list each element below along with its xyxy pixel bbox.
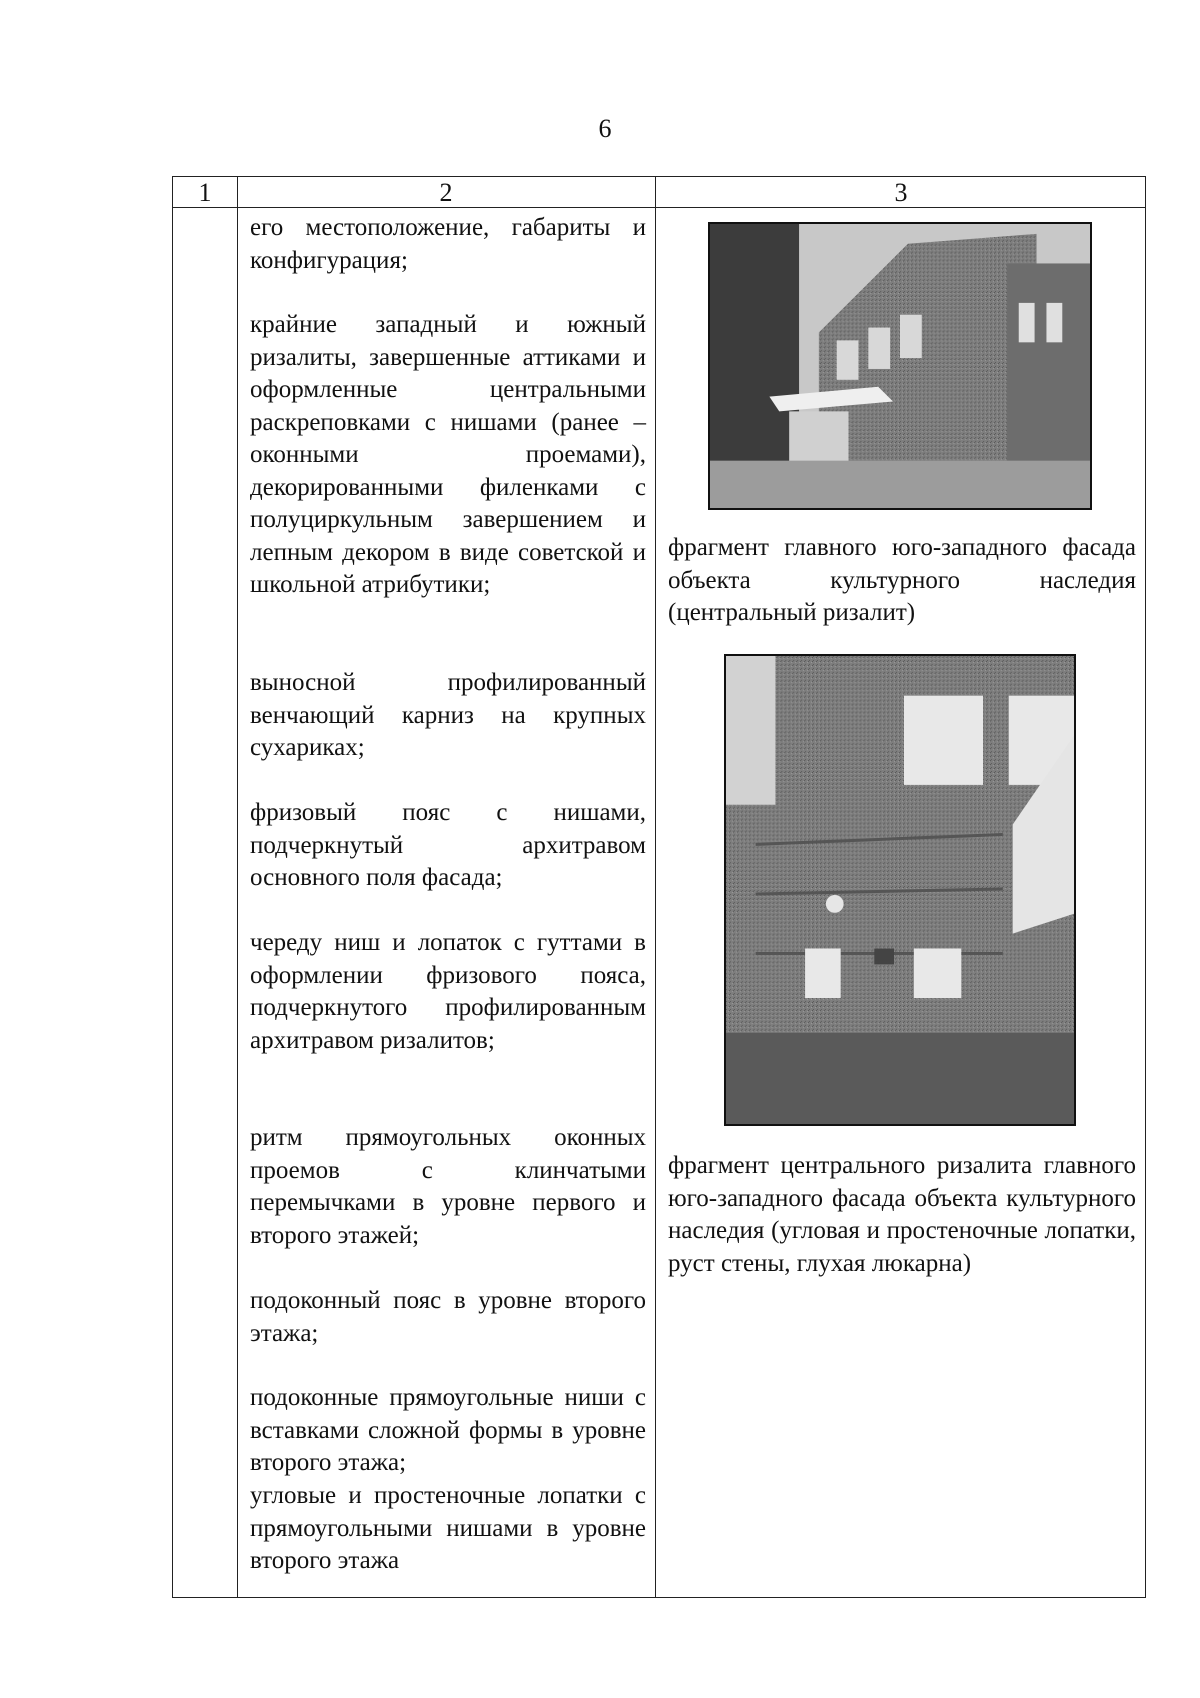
feature-list [250,212,646,277]
feature-item: фризовый пояс с нишами, подчеркнутый архитравом основного поля фасада; [250,799,646,891]
column-divider [655,177,656,1597]
feature-item: череду ниш и лопаток с гуттами в оформлении фризового пояса, подчеркнутого профилированным архитравом ризалитов; [250,929,646,1054]
feature-list [250,667,646,765]
risalit-photo [724,654,1076,1126]
feature-item: подоконный пояс в уровне второго этажа; [250,1287,646,1347]
feature-item: подоконные прямоугольные ниши с вставками сложной формы в уровне второго этажа; [250,1384,646,1476]
feature-list [250,1480,646,1578]
feature-item: угловые и простеночные лопатки с прямоугольными нишами в уровне второго этажа [250,1482,646,1574]
column-divider [237,177,238,1597]
column-header-2: 2 [439,178,453,207]
facade-photo [708,222,1092,510]
feature-item: его местоположение, габариты и конфигурация; [250,214,646,274]
feature-list [250,309,646,602]
photo-caption: фрагмент центрального ризалита главного юго-западного фасада объекта культурного наследия (угловая и простеночные лопатки, руст стены, глухая люкарна) [668,1152,1136,1277]
header-divider [173,207,1145,208]
feature-list [250,1285,646,1350]
page-number: 6 [598,114,612,143]
feature-list [250,927,646,1057]
feature-item: крайние западный и южный ризалиты, завершенные аттиками и оформленные центральными раскреповками с нишами (ранее – оконными проемами), декорированными филенками с полуциркульным завершением и лепным декором в виде советской и школьной атрибутики; [250,311,646,598]
feature-item: ритм прямоугольных оконных проемов с клинчатыми перемычками в уровне первого и второго этажей; [250,1124,646,1249]
photo-caption: фрагмент главного юго-западного фасада объекта культурного наследия (центральный ризалит) [668,534,1136,626]
column-header-1: 1 [198,178,212,207]
feature-list [250,1382,646,1480]
column-header-3: 3 [894,178,908,207]
feature-list [250,1122,646,1252]
feature-list [250,797,646,895]
feature-item: выносной профилированный венчающий карниз на крупных сухариках; [250,669,646,761]
